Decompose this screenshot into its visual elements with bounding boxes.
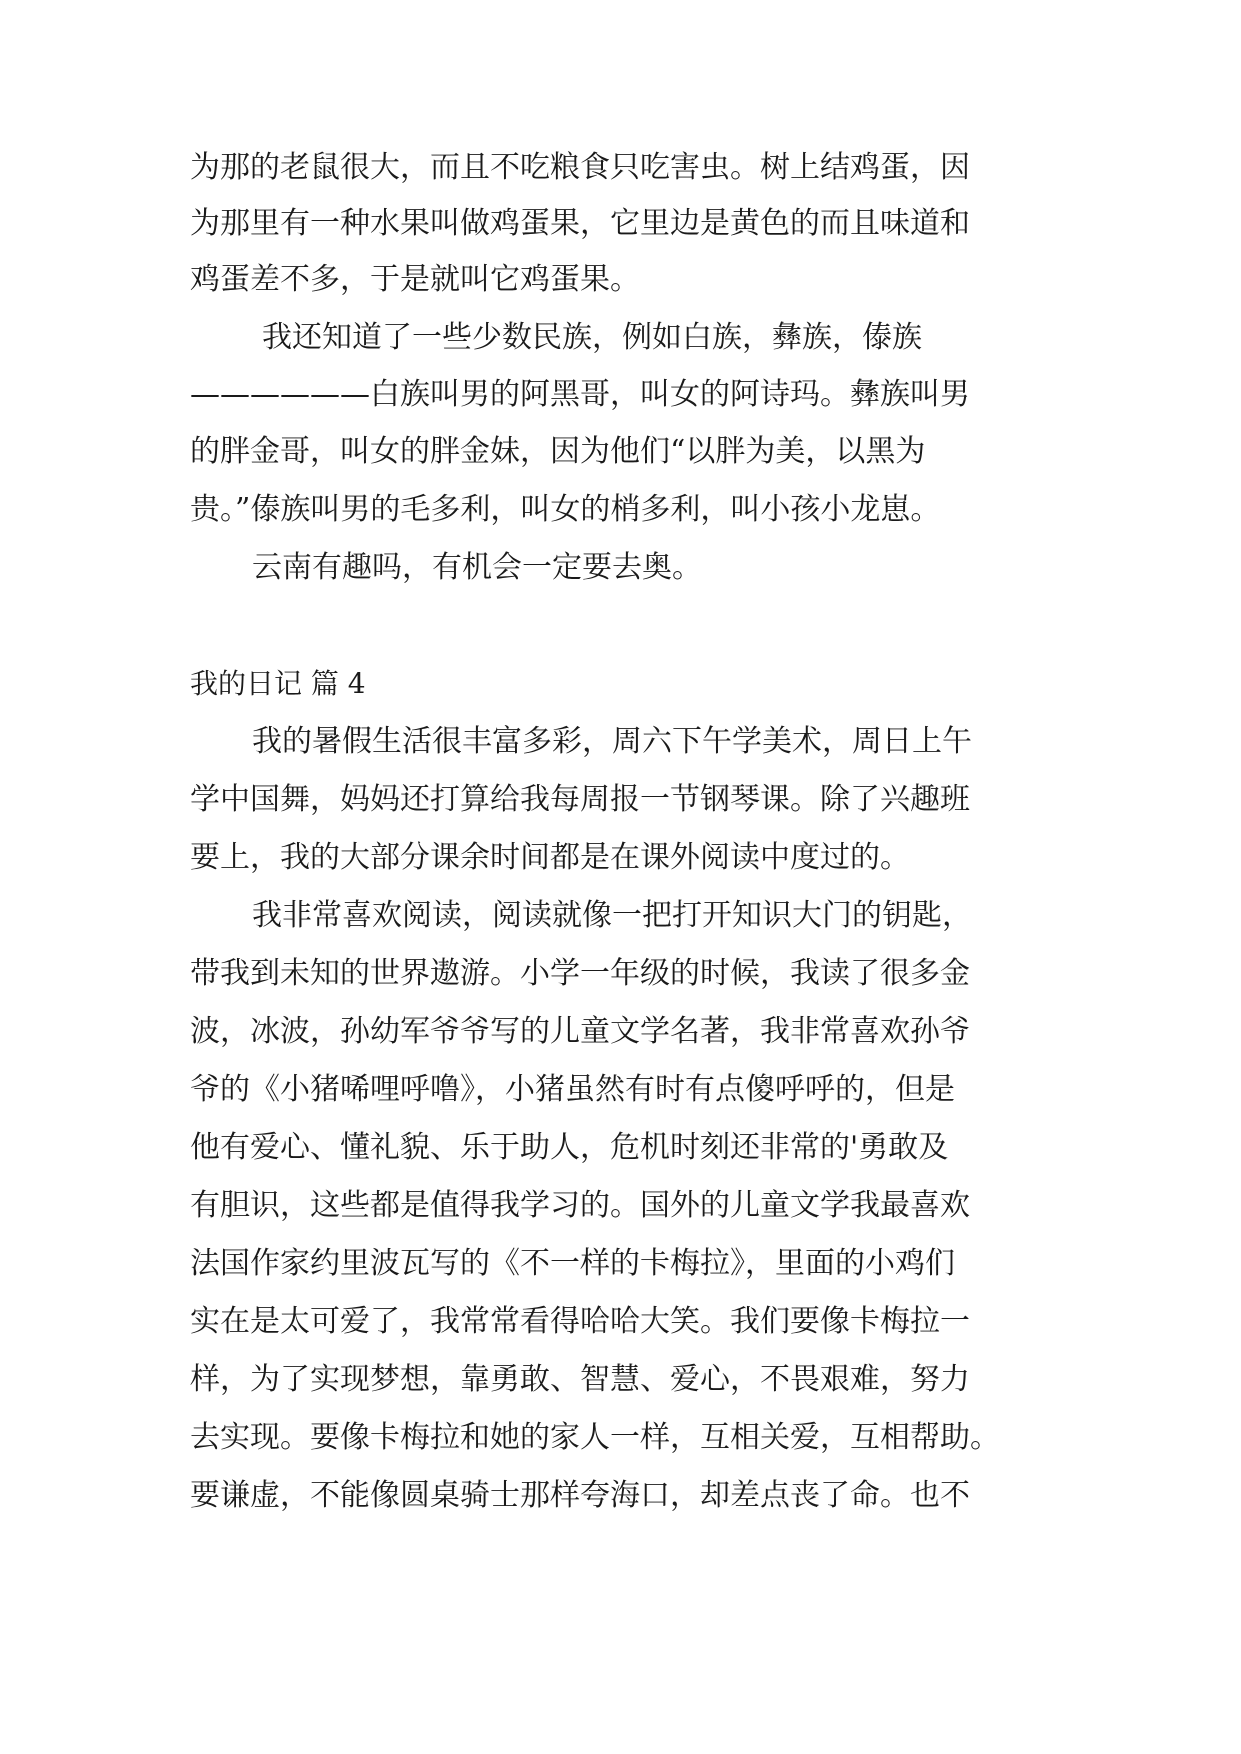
paragraph-line: 样，为了实现梦想，靠勇敢、智慧、爱心，不畏艰难，努力 xyxy=(190,1362,970,1397)
paragraph-line: 为那里有一种水果叫做鸡蛋果，它里边是黄色的而且味道和 xyxy=(190,206,970,241)
paragraph-line: 鸡蛋差不多，于是就叫它鸡蛋果。 xyxy=(190,262,640,297)
paragraph-line: 为那的老鼠很大，而且不吃粮食只吃害虫。树上结鸡蛋，因 xyxy=(190,150,970,185)
paragraph-line: 要谦虚，不能像圆桌骑士那样夸海口，却差点丧了命。也不 xyxy=(190,1478,970,1513)
paragraph-line: 实在是太可爱了，我常常看得哈哈大笑。我们要像卡梅拉一 xyxy=(190,1304,970,1339)
section-title: 我的日记 篇 4 xyxy=(190,667,366,700)
paragraph-line: 的胖金哥，叫女的胖金妹，因为他们“以胖为美，以黑为 xyxy=(190,434,926,469)
paragraph-line: 云南有趣吗，有机会一定要去奥。 xyxy=(252,550,702,585)
paragraph-line: 带我到未知的世界遨游。小学一年级的时候，我读了很多金 xyxy=(190,956,970,991)
paragraph-line: 我的暑假生活很丰富多彩，周六下午学美术，周日上午 xyxy=(252,724,972,759)
paragraph-line: 他有爱心、懂礼貌、乐于助人，危机时刻还非常的'勇敢及 xyxy=(190,1130,949,1165)
paragraph-line: 我非常喜欢阅读，阅读就像一把打开知识大门的钥匙， xyxy=(252,898,972,933)
paragraph-line: 贵。”傣族叫男的毛多利，叫女的梢多利，叫小孩小龙崽。 xyxy=(190,492,941,527)
paragraph-line: 波，冰波，孙幼军爷爷写的儿童文学名著，我非常喜欢孙爷 xyxy=(190,1014,970,1049)
paragraph-line: 我还知道了一些少数民族，例如白族，彝族，傣族 xyxy=(262,320,922,355)
paragraph-line: 有胆识，这些都是值得我学习的。国外的儿童文学我最喜欢 xyxy=(190,1188,970,1223)
paragraph-line: 爷的《小猪唏哩呼噜》，小猪虽然有时有点傻呼呼的，但是 xyxy=(190,1072,955,1107)
paragraph-line: 要上，我的大部分课余时间都是在课外阅读中度过的。 xyxy=(190,840,910,875)
paragraph-line: 法国作家约里波瓦写的《不一样的卡梅拉》，里面的小鸡们 xyxy=(190,1246,955,1281)
paragraph-line: 学中国舞，妈妈还打算给我每周报一节钢琴课。除了兴趣班 xyxy=(190,782,970,817)
paragraph-line: 去实现。要像卡梅拉和她的家人一样，互相关爱，互相帮助。 xyxy=(190,1420,1000,1455)
paragraph-line: ——————白族叫男的阿黑哥，叫女的阿诗玛。彝族叫男 xyxy=(190,377,970,412)
